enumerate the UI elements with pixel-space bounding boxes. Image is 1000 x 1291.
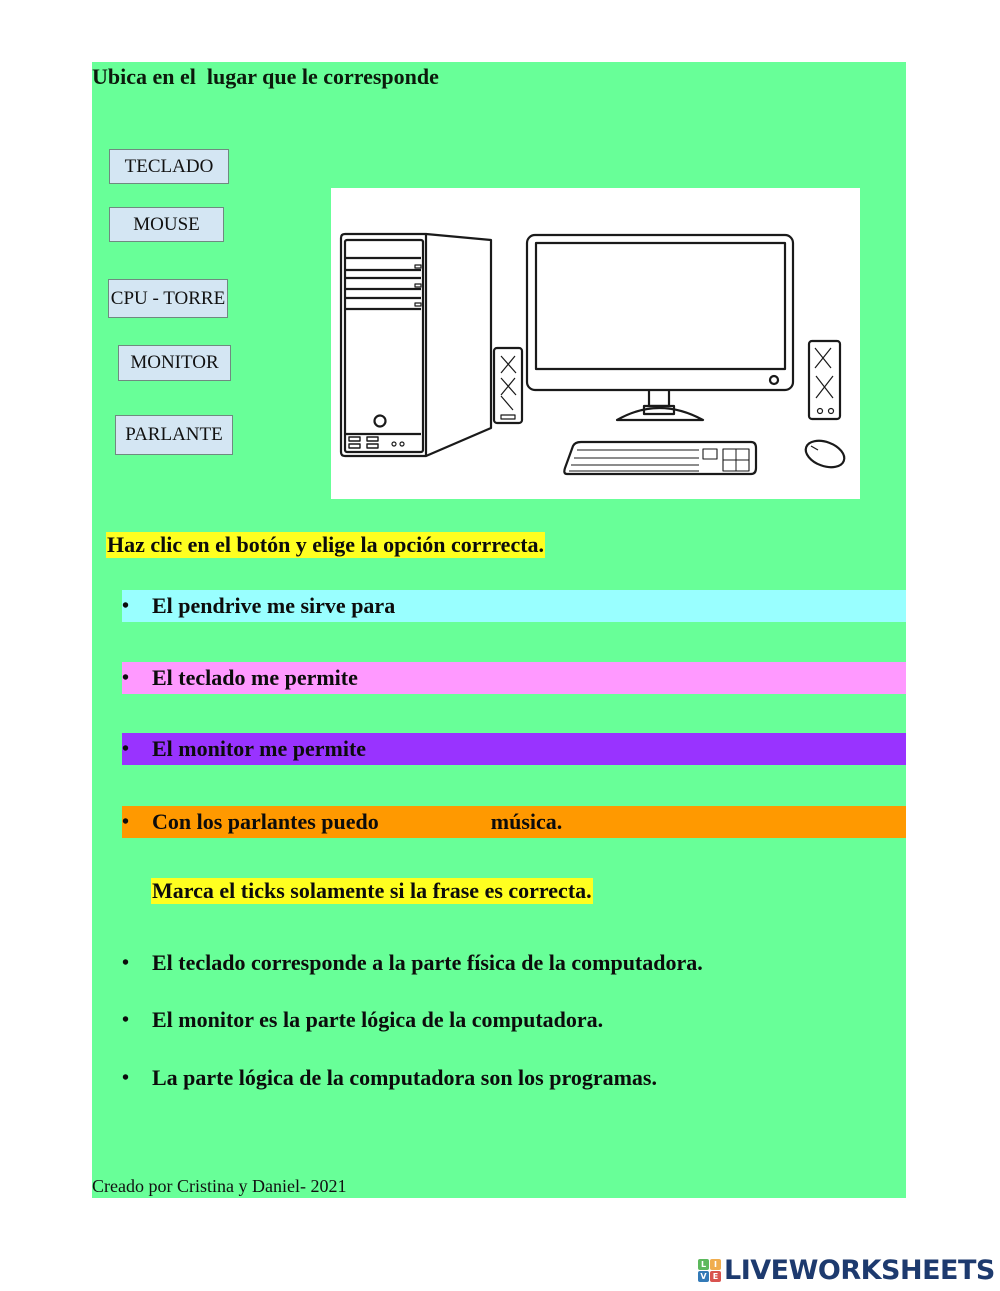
mouse-icon bbox=[802, 436, 848, 472]
credits-footer: Creado por Cristina y Daniel- 2021 bbox=[92, 1176, 347, 1196]
question-text: El pendrive me sirve para bbox=[152, 593, 396, 618]
bullet: • bbox=[122, 737, 130, 760]
question-text: El monitor me permite bbox=[152, 736, 367, 761]
drag-label-mouse[interactable] bbox=[109, 207, 224, 242]
logo-letter: V bbox=[698, 1271, 709, 1282]
bullet: • bbox=[122, 666, 130, 689]
bullet: • bbox=[122, 951, 130, 974]
statement-text: La parte lógica de la computadora son los programas. bbox=[152, 1065, 657, 1090]
drag-label-parlante[interactable] bbox=[115, 415, 233, 455]
dropdown-question-pendrive[interactable] bbox=[122, 590, 906, 622]
computer-illustration bbox=[331, 188, 860, 499]
bullet: • bbox=[122, 1066, 130, 1089]
dropdown-question-monitor[interactable] bbox=[122, 733, 906, 765]
tick-statement-3[interactable] bbox=[122, 1065, 657, 1091]
bullet: • bbox=[122, 594, 130, 617]
logo-letter: L bbox=[698, 1259, 709, 1270]
dropdown-question-parlantes[interactable] bbox=[122, 806, 906, 838]
bullet: • bbox=[122, 810, 130, 833]
tick-statement-2[interactable] bbox=[122, 1007, 603, 1033]
logo-text: LIVEWORKSHEETS bbox=[724, 1255, 995, 1286]
tick-instruction: Marca el ticks solamente si la frase es correcta. bbox=[152, 878, 592, 903]
statement-text: El teclado corresponde a la parte física de la computadora. bbox=[152, 950, 703, 975]
right-speaker-icon bbox=[809, 341, 840, 419]
drag-label-monitor[interactable] bbox=[118, 345, 231, 381]
drag-label-text: MONITOR bbox=[130, 352, 219, 373]
drag-label-cpu-torre[interactable] bbox=[108, 279, 228, 318]
liveworksheets-logo bbox=[698, 1255, 995, 1286]
drag-label-text: PARLANTE bbox=[125, 424, 223, 445]
drag-label-text: MOUSE bbox=[133, 213, 200, 235]
keyboard-icon bbox=[564, 442, 756, 474]
statement-text: El monitor es la parte lógica de la computadora. bbox=[152, 1007, 604, 1032]
logo-letter: E bbox=[710, 1271, 721, 1282]
left-speaker-icon bbox=[494, 348, 522, 423]
question-text: El teclado me permite bbox=[152, 665, 358, 690]
drag-label-teclado[interactable] bbox=[109, 149, 229, 184]
dropdown-instruction: Haz clic en el botón y elige la opción corrrecta. bbox=[107, 532, 545, 557]
question-suffix: música. bbox=[490, 809, 563, 834]
logo-letter: I bbox=[710, 1259, 721, 1270]
cpu-tower-icon bbox=[341, 234, 491, 456]
question-text: Con los parlantes puedo bbox=[152, 809, 379, 834]
drag-label-text: TECLADO bbox=[124, 155, 214, 177]
live-blocks-icon bbox=[698, 1259, 721, 1282]
answer-dropdown-blank[interactable] bbox=[379, 810, 491, 834]
dropdown-question-teclado[interactable] bbox=[122, 662, 906, 694]
drag-label-text: CPU - TORRE bbox=[110, 287, 226, 309]
page-title: Ubica en el lugar que le corresponde bbox=[92, 64, 439, 89]
bullet: • bbox=[122, 1008, 130, 1031]
tick-statement-1[interactable] bbox=[122, 950, 703, 976]
monitor-icon bbox=[527, 235, 793, 420]
